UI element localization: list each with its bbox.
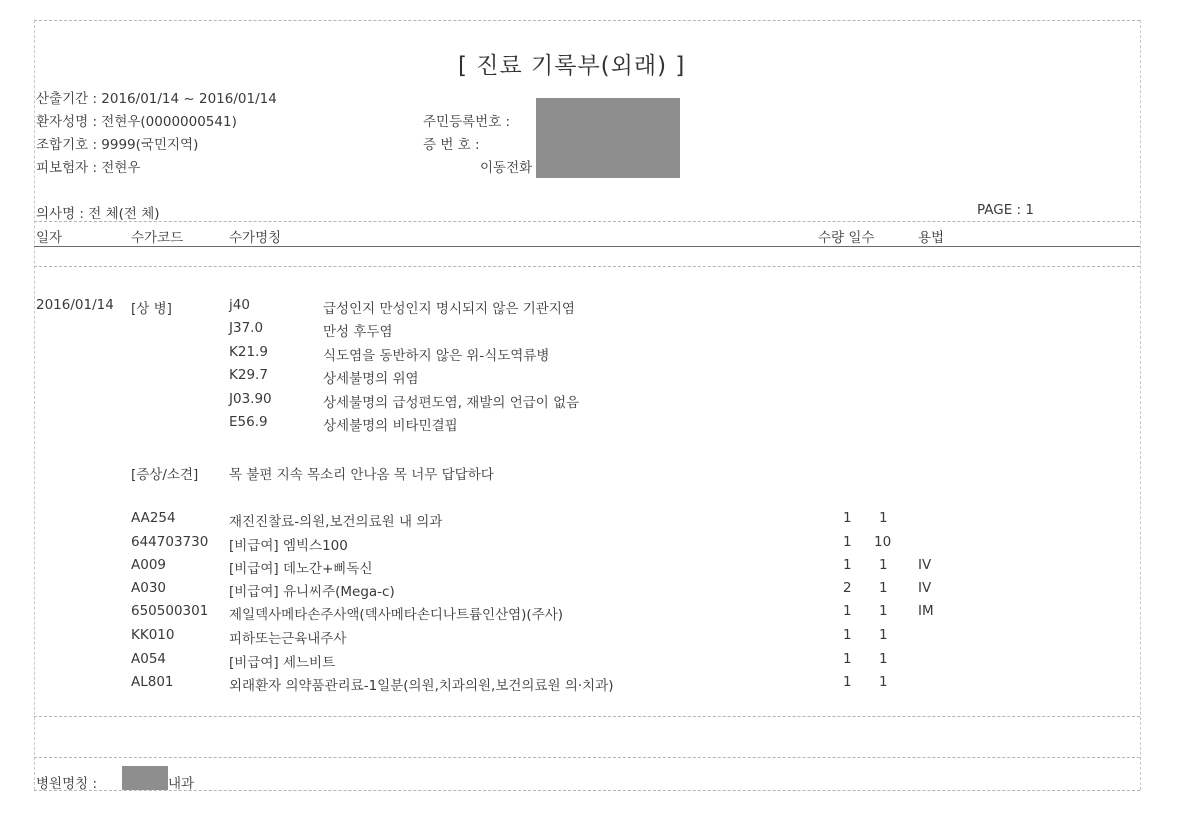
bottom-border (34, 790, 1140, 791)
diagnosis-desc: 상세불명의 급성편도염, 재발의 언급이 없음 (323, 395, 580, 411)
item-qty: 1 (843, 627, 852, 643)
hospital-label: 병원명칭 : (36, 776, 98, 792)
header-divider (34, 221, 1140, 222)
diagnosis-code: E56.9 (229, 414, 268, 430)
col-name: 수가명칭 (229, 230, 282, 246)
diagnosis-row (0, 391, 1140, 413)
visit-date: 2016/01/14 (36, 297, 114, 313)
item-days: 1 (879, 627, 888, 643)
item-name: [비급여] 세느비트 (229, 655, 336, 671)
diagnosis-row (0, 297, 1140, 319)
diagnosis-label: [상 병] (131, 301, 172, 317)
item-row (0, 580, 1140, 602)
symptom-text: 목 불편 지속 목소리 안나옴 목 너무 답답하다 (229, 467, 494, 483)
item-qty: 1 (843, 603, 852, 619)
diagnosis-code: K29.7 (229, 367, 268, 383)
item-name: [비급여] 유니씨주(Mega-c) (229, 584, 395, 600)
subheader-divider (34, 266, 1140, 267)
item-qty: 1 (843, 557, 852, 573)
resident-number-label: 주민등록번호 : (423, 114, 511, 130)
item-usage: IM (918, 603, 934, 619)
diagnosis-row (0, 414, 1140, 436)
symptom-label: [증상/소견] (131, 467, 199, 483)
item-days: 1 (879, 510, 888, 526)
diagnosis-desc: 급성인지 만성인지 명시되지 않은 기관지염 (323, 301, 575, 317)
diagnosis-desc: 상세불명의 위염 (323, 371, 419, 387)
diagnosis-desc: 식도염을 동반하지 않은 위-식도역류병 (323, 348, 550, 364)
diagnosis-desc: 만성 후두염 (323, 324, 393, 340)
item-days: 1 (879, 557, 888, 573)
item-row (0, 603, 1140, 625)
column-header-divider (34, 246, 1140, 247)
item-name: 재진진찰료-의원,보건의료원 내 의과 (229, 514, 443, 530)
item-days: 1 (879, 603, 888, 619)
item-row (0, 510, 1140, 532)
item-usage: IV (918, 580, 932, 596)
item-code: A009 (131, 557, 167, 573)
item-name: 외래환자 의약품관리료-1일분(의원,치과의원,보건의료원 의·치과) (229, 678, 614, 694)
col-date: 일자 (36, 230, 63, 246)
col-code: 수가코드 (131, 230, 184, 246)
item-name: 제일덱사메타손주사액(덱사메타손디나트륨인산염)(주사) (229, 607, 564, 623)
union-code: 조합기호 : 9999(국민지역) (36, 137, 199, 153)
right-border (1140, 20, 1141, 790)
item-usage: IV (918, 557, 932, 573)
diagnosis-code: J03.90 (229, 391, 272, 407)
item-qty: 1 (843, 534, 852, 550)
item-name: 피하또는근육내주사 (229, 631, 347, 647)
period: 산출기간 : 2016/01/14 ~ 2016/01/14 (36, 91, 277, 107)
hospital-suffix: 내과 (168, 776, 195, 792)
item-row (0, 627, 1140, 649)
document-title: [ 진료 기록부(외래) ] (458, 53, 686, 79)
item-code: KK010 (131, 627, 175, 643)
item-qty: 1 (843, 510, 852, 526)
item-qty: 2 (843, 580, 852, 596)
item-row (0, 557, 1140, 579)
certificate-number-label: 증 번 호 : (423, 137, 480, 153)
hospital-name-redaction (122, 766, 168, 790)
diagnosis-row (0, 367, 1140, 389)
item-row (0, 534, 1140, 556)
item-qty: 1 (843, 651, 852, 667)
footer-top-divider (34, 757, 1140, 758)
item-days: 10 (874, 534, 892, 550)
item-days: 1 (879, 651, 888, 667)
diagnosis-row (0, 320, 1140, 342)
item-code: A054 (131, 651, 167, 667)
col-usage: 용법 (918, 230, 945, 246)
item-days: 1 (879, 580, 888, 596)
item-row (0, 674, 1140, 696)
item-days: 1 (879, 674, 888, 690)
diagnosis-desc: 상세불명의 비타민결핍 (323, 418, 458, 434)
mobile-label: 이동전화 (480, 160, 533, 176)
item-code: A030 (131, 580, 167, 596)
diagnosis-code: J37.0 (229, 320, 264, 336)
item-code: 650500301 (131, 603, 209, 619)
item-code: 644703730 (131, 534, 209, 550)
col-qty-days: 수량 일수 (818, 230, 875, 246)
item-code: AL801 (131, 674, 174, 690)
item-code: AA254 (131, 510, 176, 526)
patient-name: 환자성명 : 전현우(0000000541) (36, 114, 237, 130)
doctor-line: 의사명 : 전 체(전 체) (36, 206, 160, 222)
diagnosis-code: j40 (229, 297, 250, 313)
item-name: [비급여] 엠빅스100 (229, 538, 348, 554)
insured-person: 피보험자 : 전현우 (36, 160, 141, 176)
table-end-divider (34, 716, 1140, 717)
page-number: PAGE : 1 (977, 202, 1034, 218)
top-border (34, 20, 1140, 21)
diagnosis-row (0, 344, 1140, 366)
redaction-block (536, 98, 680, 178)
diagnosis-code: K21.9 (229, 344, 268, 360)
item-qty: 1 (843, 674, 852, 690)
item-row (0, 651, 1140, 673)
item-name: [비급여] 데노간+삐독신 (229, 561, 373, 577)
